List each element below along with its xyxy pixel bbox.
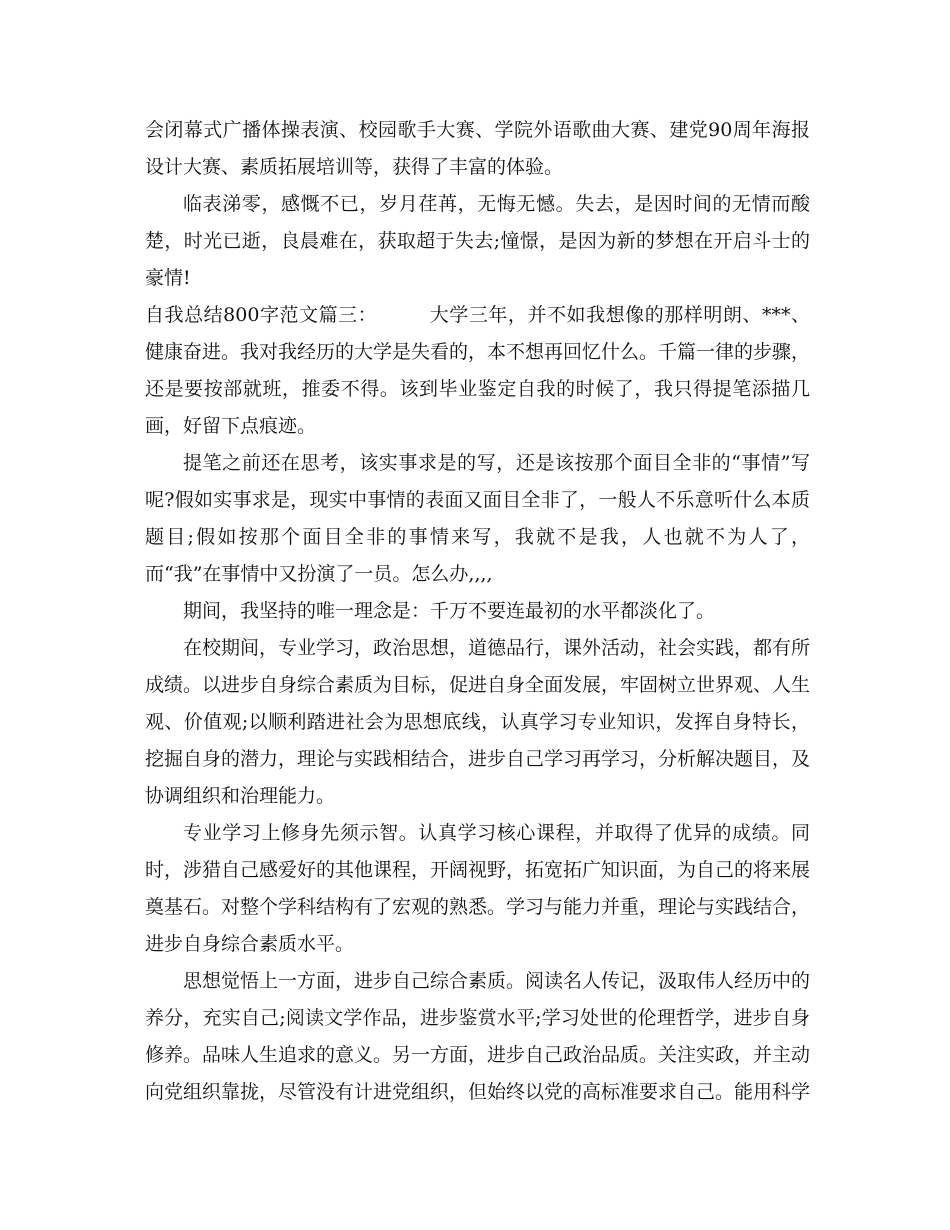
section-paragraph bbox=[145, 297, 810, 445]
paragraph: 临表涕零，感慨不已，岁月荏苒，无悔无憾。失去，是因时间的无情而酸楚，时光已逝，良晨难在，获取超于失去;憧憬，是因为新的梦想在开启斗士的豪情! bbox=[145, 193, 810, 289]
paragraph: 期间，我坚持的唯一理念是：千万不要连最初的水平都淡化了。 bbox=[183, 600, 716, 622]
document-body bbox=[145, 112, 810, 1111]
paragraph: 会闭幕式广播体操表演、校园歌手大赛、学院外语歌曲大赛、建党90周年海报设计大赛、素质拓展培训等，获得了丰富的体验。 bbox=[145, 119, 810, 178]
paragraph: 专业学习上修身先须示智。认真学习核心课程，并取得了优异的成绩。同时，涉猎自己感爱好的其他课程，开阔视野，拓宽拓广知识面，为自己的将来展奠基石。对整个学科结构有了宏观的熟悉。学习与能力并重，理论与实践结合，进步自身综合素质水平。 bbox=[145, 822, 811, 955]
paragraph: 在校期间，专业学习，政治思想，道德品行，课外活动，社会实践，都有所成绩。以进步自身综合素质为目标，促进自身全面发展，牢固树立世界观、人生观、价值观;以顺利踏进社会为思想底线，认真学习专业知识，发挥自身特长，挖掘自身的潜力，理论与实践相结合，进步自己学习再学习，分析解决题目，及协调组织和治理能力。 bbox=[145, 637, 811, 807]
paragraph-text: 大学三年，并不如我想像的那样明朗、***、健康奋进。我对我经历的大学是失看的，本不想再回忆什么。千篇一律的步骤，还是要按部就班，推委不得。该到毕业鉴定自我的时候了，我只得提笔添描几画，好留下点痕迹。 bbox=[145, 304, 811, 437]
paragraph: 思想觉悟上一方面，进步自己综合素质。阅读名人传记，汲取伟人经历中的养分，充实自己;阅读文学作品，进步鉴赏水平;学习处世的伦理哲学，进步自身修养。品味人生追求的意义。另一方面，进步自己政治品质。关注实政，并主动向党组织靠拢，尽管没有计进党组织，但始终以党的高标准要求自己。能用科学 bbox=[145, 970, 811, 1103]
paragraph: 提笔之前还在思考，该实事求是的写，还是该按那个面目全非的“事情”写呢?假如实事求是，现实中事情的表面又面目全非了，一般人不乐意听什么本质题目;假如按那个面目全非的事情来写，我就不是我，人也就不为人了，而“我”在事情中又扮演了一员。怎么办,,,, bbox=[145, 452, 810, 585]
section-heading: 自我总结800字范文篇三： bbox=[145, 304, 378, 326]
